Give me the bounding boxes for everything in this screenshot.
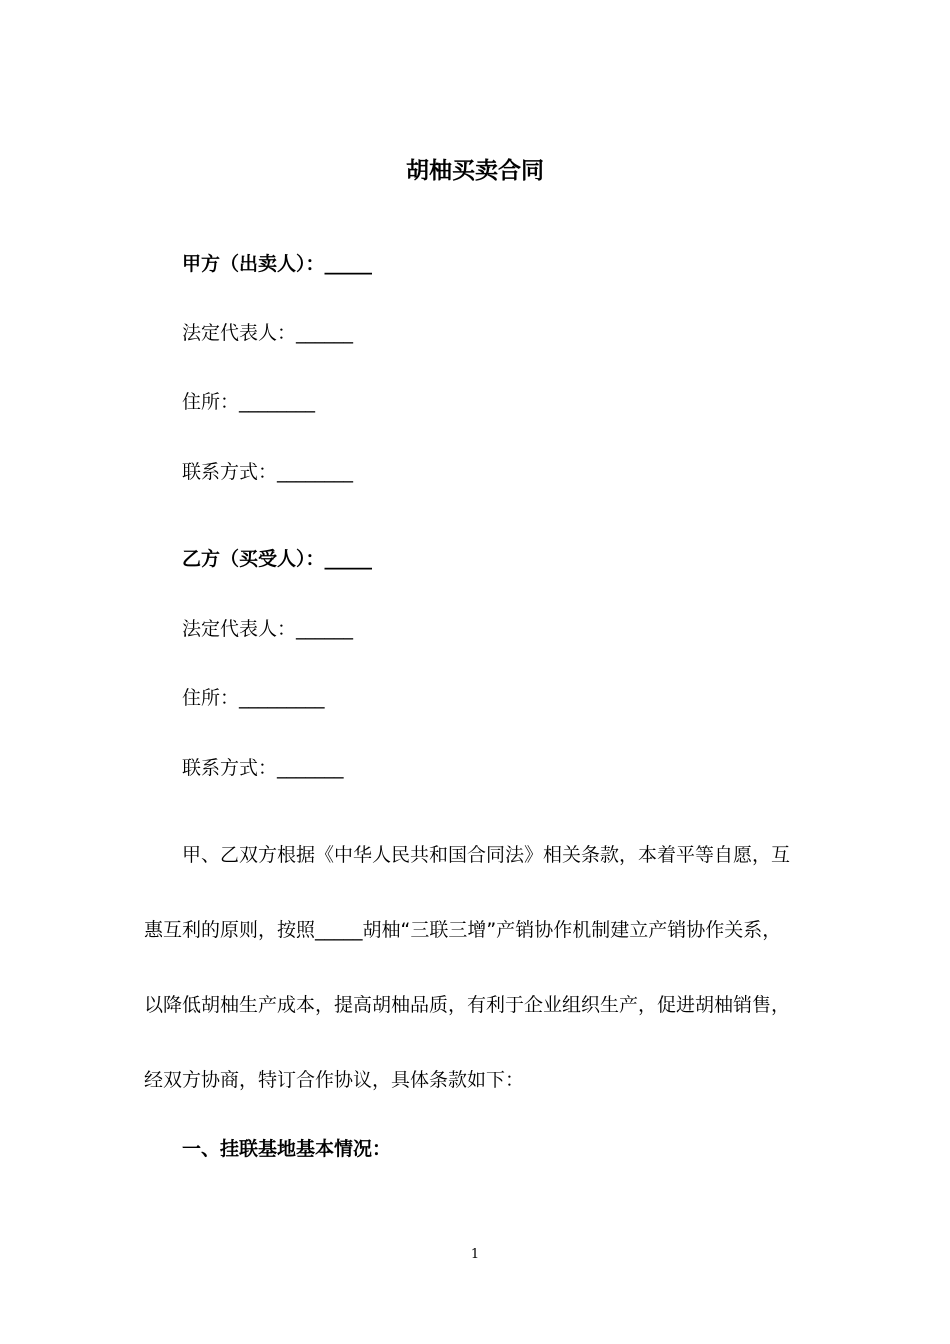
party-a-address: 住所：________ (182, 391, 316, 413)
document-title: 胡柚买卖合同 (406, 158, 544, 184)
preamble-line: 甲、乙双方根据《中华人民共和国合同法》相关条款，本着平等自愿，互 (182, 844, 791, 866)
page-number: 1 (470, 1247, 480, 1262)
section-heading: 一、挂联基地基本情况： (182, 1138, 392, 1160)
party-a-contact: 联系方式：________ (182, 461, 354, 483)
party-b-legal-rep: 法定代表人：______ (182, 618, 354, 640)
party-b-address: 住所：_________ (182, 687, 325, 709)
party-a-heading: 甲方（出卖人）：_____ (182, 253, 373, 275)
preamble-line: 经双方协商，特订合作协议，具体条款如下： (144, 1069, 525, 1091)
party-a-legal-rep: 法定代表人：______ (182, 322, 354, 344)
preamble-line: 以降低胡柚生产成本，提高胡柚品质，有利于企业组织生产，促进胡柚销售， (144, 994, 791, 1016)
party-b-heading: 乙方（买受人）：_____ (182, 548, 373, 570)
preamble-line: 惠互利的原则，按照_____胡柚“三联三增”产销协作机制建立产销协作关系， (144, 919, 782, 941)
party-b-contact: 联系方式：_______ (182, 757, 344, 779)
